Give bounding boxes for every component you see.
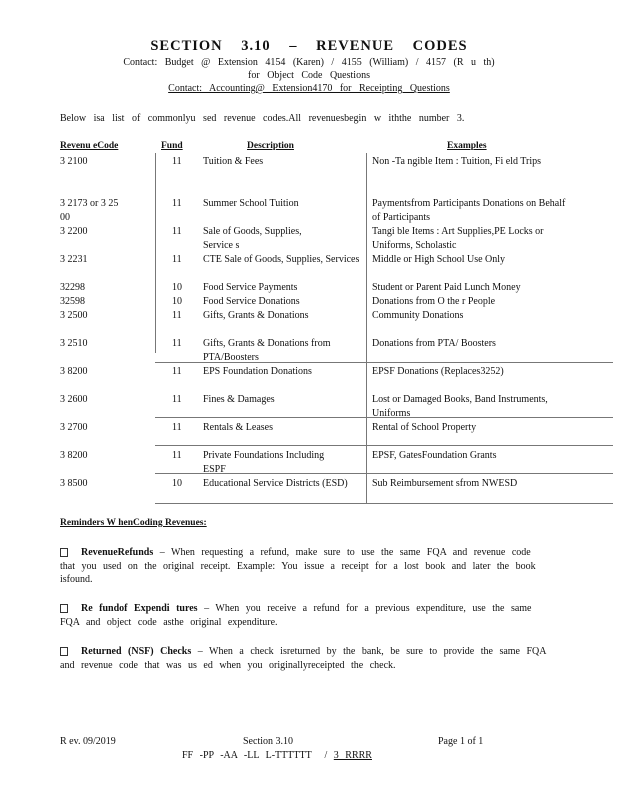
description-cell: CTE Sale of Goods, Supplies, Services (203, 254, 360, 265)
description-cell: Sale of Goods, Supplies, Service s (203, 226, 302, 251)
reminder-text: – When requesting a refund, make sure to use the same FQA and revenue code that you used on the original receipt. Example: You issue a receipt for a lost book and later the book isfound. (60, 547, 536, 585)
revenue-code: 3 2200 (60, 226, 88, 237)
reminder-item (60, 645, 550, 672)
fund-cell: 11 (172, 394, 182, 405)
description-cell: Tuition & Fees (203, 156, 264, 167)
examples-cell: EPSF Donations (Replaces3252) (372, 366, 504, 377)
revenue-code: 32598 (60, 296, 85, 307)
description-cell: Summer School Tuition (203, 198, 299, 209)
examples-cell: Rental of School Property (372, 422, 477, 433)
description-cell: Gifts, Grants & Donations (203, 310, 309, 321)
revenue-code: 3 2700 (60, 422, 88, 433)
table-row (60, 155, 88, 169)
column-divider (366, 153, 367, 503)
examples-cell: Middle or High School Use Only (372, 254, 506, 265)
description-cell: Fines & Damages (203, 394, 275, 405)
fund-cell: 11 (172, 338, 182, 349)
examples-cell: Student or Parent Paid Lunch Money (372, 282, 521, 293)
page-number: Page 1 of 1 (438, 736, 484, 747)
revenue-code: 3 2510 (60, 338, 88, 349)
reminder-label: RevenueRefunds (81, 547, 154, 558)
reminder-label: Returned (NSF) Checks (81, 646, 192, 657)
revenue-code: 3 8500 (60, 478, 88, 489)
revenue-code: 3 2600 (60, 394, 88, 405)
reminder-label: Re fundof Expendi tures (81, 603, 198, 614)
reminder-text: – When you receive a refund for a previous expenditure, use the same FQA and object code asthe original expenditure. (60, 603, 532, 628)
header-examples: Examples (447, 141, 487, 151)
examples-cell: Community Donations (372, 310, 464, 321)
header-description: Description (247, 141, 294, 151)
examples-cell: Sub Reimbursement sfrom NWESD (372, 478, 518, 489)
reminder-item (60, 546, 550, 587)
page-title: SECTION 3.10 – REVENUE CODES (150, 38, 468, 54)
contact-budget: Contact: Budget @ Extension 4154 (Karen) / 4155 (William) / 4157 (R u th) (123, 57, 495, 68)
fund-cell: 10 (172, 296, 182, 307)
examples-cell: Donations from PTA/ Boosters (372, 338, 496, 349)
revision-date: R ev. 09/2019 (60, 736, 116, 747)
fund-cell: 11 (172, 156, 182, 167)
fund-cell: 10 (172, 282, 182, 293)
examples-cell: Donations from O the r People (372, 296, 496, 307)
description-cell: Gifts, Grants & Donations from PTA/Boosters (203, 338, 331, 363)
fund-cell: 11 (172, 254, 182, 265)
fund-cell: 11 (172, 310, 182, 321)
account-code-pattern: FF -PP -AA -LL L-TTTTTT (182, 750, 312, 761)
examples-cell: Tangi ble Items : Art Supplies,PE Locks or Uniforms, Scholastic (372, 226, 544, 251)
account-code-suffix: 3 RRRR (333, 750, 372, 761)
description-cell: Educational Service Districts (ESD) (203, 478, 348, 489)
fund-cell: 11 (172, 366, 182, 377)
header-fund: Fund (161, 141, 183, 151)
fund-cell: 10 (172, 478, 182, 489)
row-divider (155, 445, 613, 446)
contact-accounting: Contact: Accounting@ Extension4170 for Receipting Questions (168, 83, 450, 94)
account-code (182, 750, 372, 761)
intro-text: Below isa list of commonlyu sed revenue codes.All revenuesbegin w iththe number 3. (60, 113, 465, 124)
fund-cell: 11 (172, 226, 182, 237)
examples-cell: Lost or Damaged Books, Band Instruments, Uniforms (372, 394, 548, 419)
checkbox-icon (60, 647, 68, 656)
account-code-separator: / (324, 750, 328, 761)
footer-section: Section 3.10 (243, 736, 293, 747)
revenue-code: 3 8200 (60, 450, 88, 461)
description-cell: Food Service Payments (203, 282, 298, 293)
description-cell: Rentals & Leases (203, 422, 273, 433)
header-revenue-code: Revenu eCode (60, 141, 119, 151)
column-divider (155, 153, 156, 353)
revenue-code: 3 2173 or 3 25 00 (60, 198, 119, 223)
description-cell: EPS Foundation Donations (203, 366, 312, 377)
description-cell: Food Service Donations (203, 296, 300, 307)
revenue-code: 3 2231 (60, 254, 88, 265)
revenue-code: 3 8200 (60, 366, 88, 377)
checkbox-icon (60, 548, 68, 557)
fund-cell: 11 (172, 198, 182, 209)
fund-cell: 11 (172, 450, 182, 461)
reminder-text: – When a check isreturned by the bank, be sure to provide the same FQA and revenue code that was us ed when you originallyreceipted the check. (60, 646, 546, 671)
reminders-heading: Reminders W henCoding Revenues: (60, 518, 207, 528)
description-cell: Private Foundations Including ESPF (203, 450, 325, 475)
fund-cell: 11 (172, 422, 182, 433)
examples-cell: Paymentsfrom Participants Donations on Behalf of Participants (372, 198, 566, 223)
checkbox-icon (60, 604, 68, 613)
examples-cell: Non -Ta ngible Item : Tuition, Fi eld Trips (372, 156, 542, 167)
revenue-code: 3 2500 (60, 310, 88, 321)
row-divider (155, 503, 613, 504)
contact-budget-purpose: for Object Code Questions (248, 70, 370, 81)
revenue-code: 3 2100 (60, 156, 88, 167)
examples-cell: EPSF, GatesFoundation Grants (372, 450, 497, 461)
reminder-item (60, 602, 550, 629)
revenue-code: 32298 (60, 282, 85, 293)
